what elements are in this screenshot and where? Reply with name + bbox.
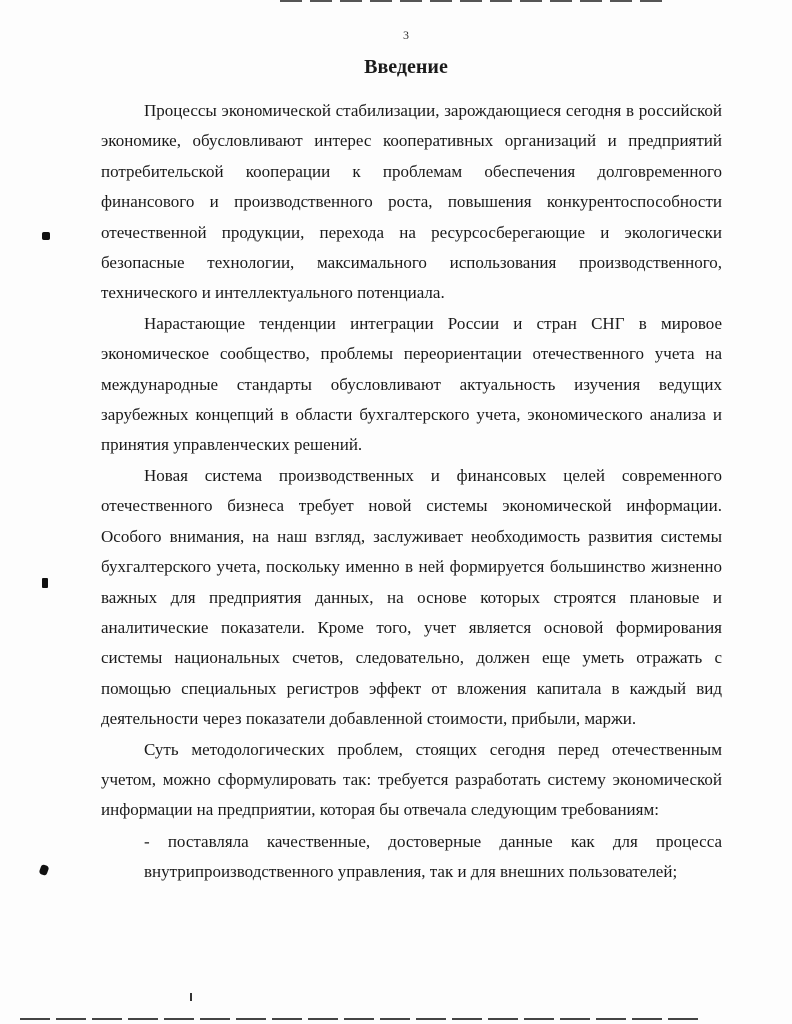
document-body — [101, 96, 722, 888]
page-title: Введение — [364, 56, 448, 78]
scan-artifact-mark — [42, 232, 50, 240]
paragraph-4: Суть методологических проблем, стоящих сегодня перед отечественным учетом, можно сформулировать так: требуется разработать систему экономической информации на предприятии, которая бы отвечала следующим требованиям: — [101, 739, 722, 820]
scan-edge-top — [280, 0, 670, 2]
scan-artifact-mark — [42, 578, 48, 588]
scan-edge-bottom — [20, 1018, 700, 1020]
page-number: 3 — [403, 28, 409, 42]
paragraph-1: Процессы экономической стабилизации, зарождающиеся сегодня в российской экономике, обусловливают интерес кооперативных организаций и предприятий потребительской кооперации к проблемам обеспечения долговременного финансового и производственного роста, повышения конкурентоспособности отечественной продукции, перехода на ресурсосберегающие и экологически безопасные технологии, максимального использования производственного, технического и интеллектуального потенциала. — [101, 101, 722, 303]
scan-artifact-mark — [190, 993, 192, 1001]
scan-artifact-mark — [39, 864, 50, 876]
paragraph-2: Нарастающие тенденции интеграции России и стран СНГ в мировое экономическое сообщество, проблемы переориентации отечественного учета на международные стандарты обусловливают актуальность изучения ведущих зарубежных концепций в области бухгалтерского учета, экономического анализа и принятия управленческих решений. — [101, 313, 722, 455]
list-item: - поставляла качественные, достоверные данные как для процесса внутрипроизводственного управления, так и для внешних пользователей; — [144, 831, 722, 882]
paragraph-3: Новая система производственных и финансовых целей современного отечественного бизнеса требует новой системы экономической информации. Особого внимания, на наш взгляд, заслуживает необходимость развития системы бухгалтерского учета, поскольку именно в ней формируется большинство жизненно важных для предприятия данных, на основе которых строятся плановые и аналитические показатели. Кроме того, учет является основой формирования системы национальных счетов, следовательно, должен еще уметь отражать с помощью специальных регистров эффект от вложения капитала в каждый вид деятельности через показатели добавленной стоимости, прибыли, маржи. — [101, 465, 722, 729]
